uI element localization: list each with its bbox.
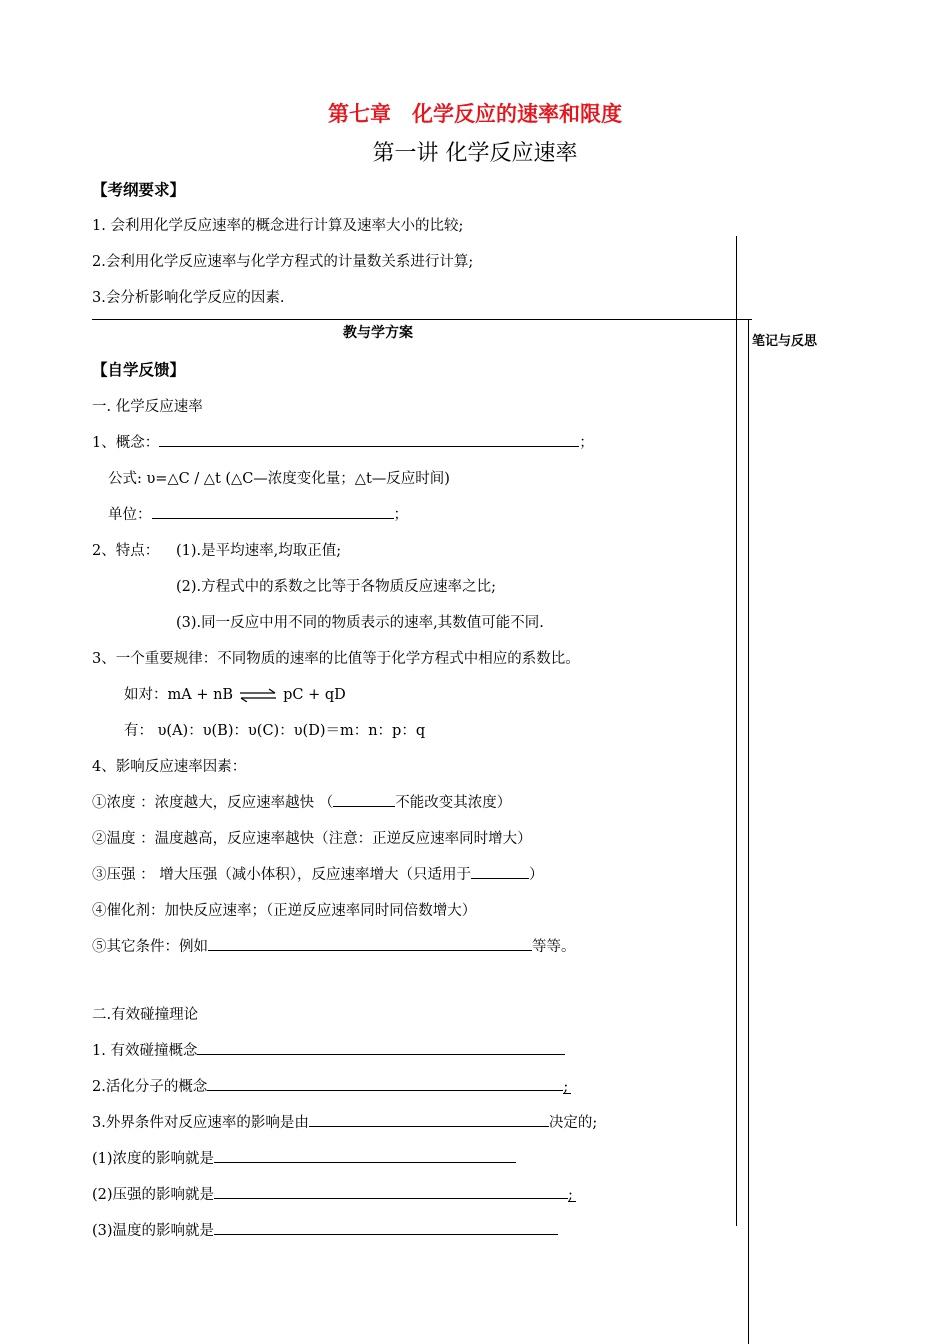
section-title: 一. 化学反应速率 — [92, 399, 203, 415]
theory-text: 3.外界条件对反应速率的影响是由 — [92, 1115, 309, 1131]
fill-blank — [333, 792, 395, 807]
vertical-divider — [748, 320, 749, 1344]
lecture-title: 第一讲 化学反应速率 — [372, 141, 578, 166]
concept-end: ； — [579, 435, 594, 451]
equilibrium-arrow-icon — [239, 688, 277, 702]
ratio-line: 有： υ(A)：υ(B)：υ(C)：υ(D)＝m：n：p：q — [124, 723, 426, 739]
vertical-divider — [736, 236, 737, 1226]
theory-text: (2)压强的影响就是 — [92, 1187, 215, 1203]
fill-blank — [309, 1112, 549, 1127]
factor-other — [92, 935, 576, 956]
fill-blank — [214, 1220, 558, 1235]
theory-text: 2.活化分子的概念 — [92, 1079, 208, 1095]
fill-blank — [208, 936, 532, 951]
theory-line — [92, 1075, 571, 1096]
equation-line — [124, 683, 346, 704]
fill-blank — [214, 1148, 516, 1163]
factor-temperature: ②温度 ：温度越高，反应速率越快（注意：正逆反应速率同时增大） — [92, 831, 532, 847]
theory-text: (3)温度的影响就是 — [92, 1223, 215, 1239]
factor-concentration — [92, 791, 511, 812]
fill-blank — [471, 864, 529, 879]
requirement-item: 3.会分析影响化学反应的因素. — [92, 290, 285, 306]
section-title: 二.有效碰撞理论 — [92, 1007, 199, 1023]
rule-line: 3、一个重要规律：不同物质的速率的比值等于化学方程式中相应的系数比。 — [92, 651, 580, 667]
unit-line — [108, 503, 408, 524]
theory-text: 决定的; — [548, 1115, 598, 1131]
fill-blank — [214, 1184, 568, 1199]
theory-line — [92, 1147, 516, 1168]
concept-label: 1、概念： — [92, 435, 160, 451]
theory-text: 1. 有效碰撞概念 — [92, 1043, 198, 1059]
fill-blank — [159, 432, 579, 447]
theory-end: ; — [568, 1187, 576, 1202]
unit-end: ； — [393, 507, 408, 523]
factor-text: ⑤其它条件：例如 — [92, 939, 208, 955]
factor-text: ） — [528, 867, 544, 883]
theory-line — [92, 1219, 558, 1240]
theory-line — [92, 1039, 565, 1060]
theory-line — [92, 1183, 576, 1204]
fill-blank — [197, 1040, 565, 1055]
factor-text: ③压强 ： 增大压强（减小体积），反应速率增大（只适用于 — [92, 867, 471, 883]
notes-column-heading: 笔记与反思 — [752, 334, 818, 349]
requirement-item: 2.会利用化学反应速率与化学方程式的计量数关系进行计算; — [92, 254, 474, 270]
requirements-heading: 【考纲要求】 — [92, 181, 186, 199]
unit-label: 单位： — [108, 507, 152, 523]
factor-text: 不能改变其浓度） — [395, 795, 512, 811]
requirement-item: 1. 会利用化学反应速率的概念进行计算及速率大小的比较; — [92, 218, 464, 234]
feature-item: (3).同一反应中用不同的物质表示的速率,其数值可能不同. — [176, 615, 544, 631]
self-study-heading: 【自学反馈】 — [92, 361, 186, 379]
factors-title: 4、影响反应速率因素： — [92, 759, 247, 775]
concept-line — [92, 431, 594, 452]
feature-item: (2).方程式中的系数之比等于各物质反应速率之比; — [176, 579, 497, 595]
equation-left: 如对：mA + nB — [124, 687, 234, 703]
feature-item: (1).是平均速率,均取正值; — [176, 543, 342, 559]
fill-blank — [152, 504, 394, 519]
main-column-heading: 教与学方案 — [343, 325, 413, 341]
fill-blank — [207, 1076, 563, 1091]
factor-catalyst: ④催化剂：加快反应速率；（正逆反应速率同时同倍数增大） — [92, 903, 477, 919]
theory-line — [92, 1111, 597, 1132]
theory-text: (1)浓度的影响就是 — [92, 1151, 215, 1167]
factor-text: ①浓度 ：浓度越大，反应速率越快 （ — [92, 795, 334, 811]
theory-end: ; — [563, 1079, 571, 1094]
equation-right: pC + qD — [283, 687, 346, 703]
formula-line: 公式: υ=△C / △t (△C—浓度变化量；△t—反应时间) — [108, 471, 450, 487]
horizontal-divider — [92, 319, 752, 320]
feature-label: 2、特点： — [92, 543, 160, 559]
factor-pressure — [92, 863, 543, 884]
factor-text: 等等。 — [532, 939, 576, 955]
chapter-title: 第七章 化学反应的速率和限度 — [328, 102, 622, 126]
